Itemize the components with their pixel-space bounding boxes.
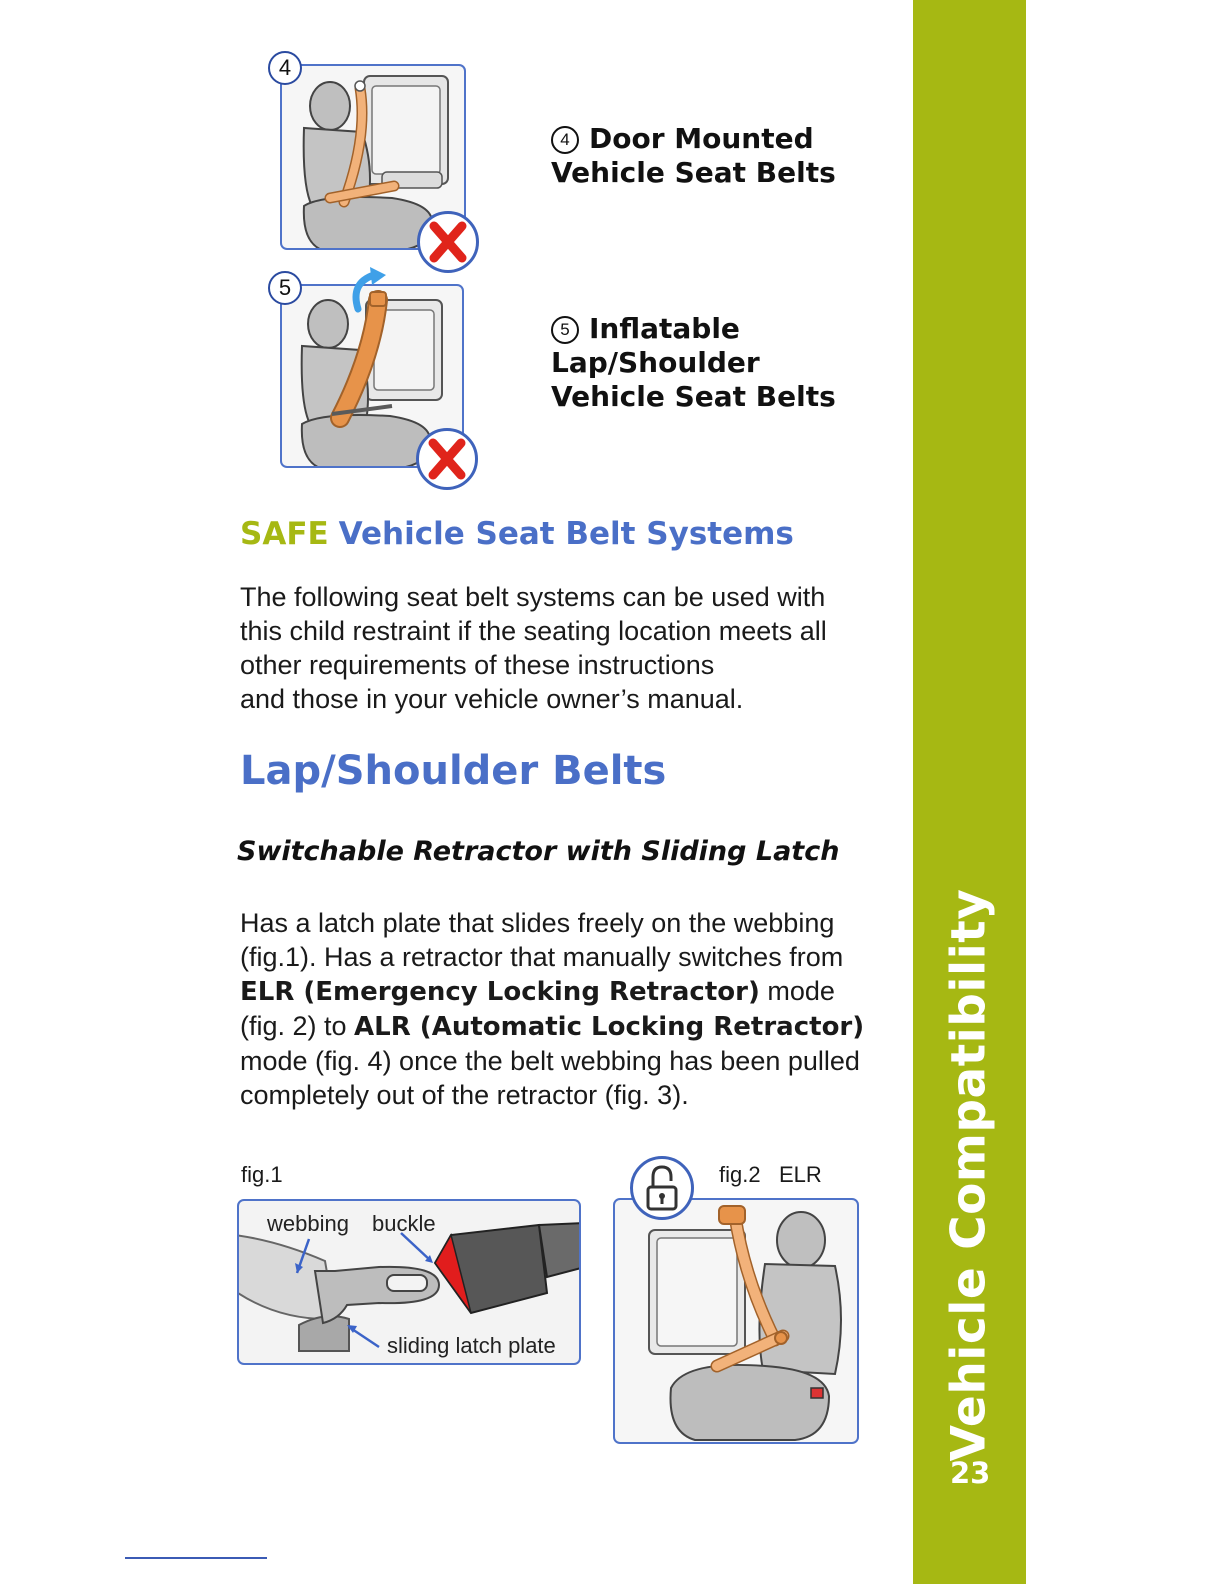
intro-line: this child restraint if the seating location meets all: [240, 616, 827, 646]
caption-line: Door Mounted: [589, 122, 814, 155]
unlocked-padlock-icon: [630, 1156, 694, 1220]
fig2-label: [719, 1162, 822, 1188]
intro-line: other requirements of these instructions: [240, 650, 715, 680]
figure-5-caption-number: 5: [551, 316, 579, 344]
not-allowed-x-icon: [416, 428, 478, 490]
figure-4-caption-number: 4: [551, 126, 579, 154]
figure-5-caption: [551, 312, 836, 414]
fig2-image: [613, 1198, 859, 1444]
alr-term: ALR (Automatic Locking Retractor): [354, 1012, 865, 1042]
intro-line: and those in your vehicle owner’s manual.: [240, 684, 744, 714]
not-allowed-x-icon: [417, 211, 479, 273]
fig2-number: fig.2: [719, 1162, 761, 1187]
caption-line: Lap/Shoulder: [551, 346, 760, 379]
webbing-label: webbing: [267, 1211, 349, 1236]
footer-rule: [125, 1557, 267, 1559]
description-text: Has a latch plate that slides freely on the webbing (fig.1). Has a retractor that manually switches from: [240, 908, 844, 972]
section-tab-title: Vehicle Compatibility: [941, 888, 997, 1462]
subsection-title: Switchable Retractor with Sliding Latch: [237, 836, 840, 867]
elr-term: ELR (Emergency Locking Retractor): [240, 977, 760, 1007]
caption-line: Inflatable: [589, 312, 740, 345]
intro-paragraph: [240, 580, 890, 716]
page-number: 23: [950, 1456, 991, 1490]
intro-line: The following seat belt systems can be used with: [240, 582, 826, 612]
fig2-mode: ELR: [778, 1162, 822, 1187]
safe-systems-heading: [240, 516, 794, 552]
rotate-arrow-icon: [346, 265, 394, 315]
sliding-latch-plate-label: sliding latch plate: [387, 1333, 556, 1358]
figure-4-caption: [551, 122, 836, 190]
description-text: mode (fig. 2) to: [240, 976, 835, 1041]
description-text: mode (fig. 4) once the belt webbing has been pulled completely out of the retractor (fig. 3).: [240, 1046, 860, 1110]
section-title: Lap/Shoulder Belts: [240, 748, 667, 794]
figure-4-number: 4: [268, 51, 302, 85]
buckle-label: buckle: [372, 1211, 436, 1236]
safe-heading-rest: Vehicle Seat Belt Systems: [338, 516, 794, 552]
fig1-label: fig.1: [241, 1162, 283, 1187]
caption-line: Vehicle Seat Belts: [551, 156, 836, 189]
description-paragraph: [240, 906, 880, 1112]
caption-line: Vehicle Seat Belts: [551, 380, 836, 413]
fig1-image: [237, 1199, 581, 1365]
figure-5-number: 5: [268, 271, 302, 305]
safe-word: SAFE: [240, 516, 329, 552]
